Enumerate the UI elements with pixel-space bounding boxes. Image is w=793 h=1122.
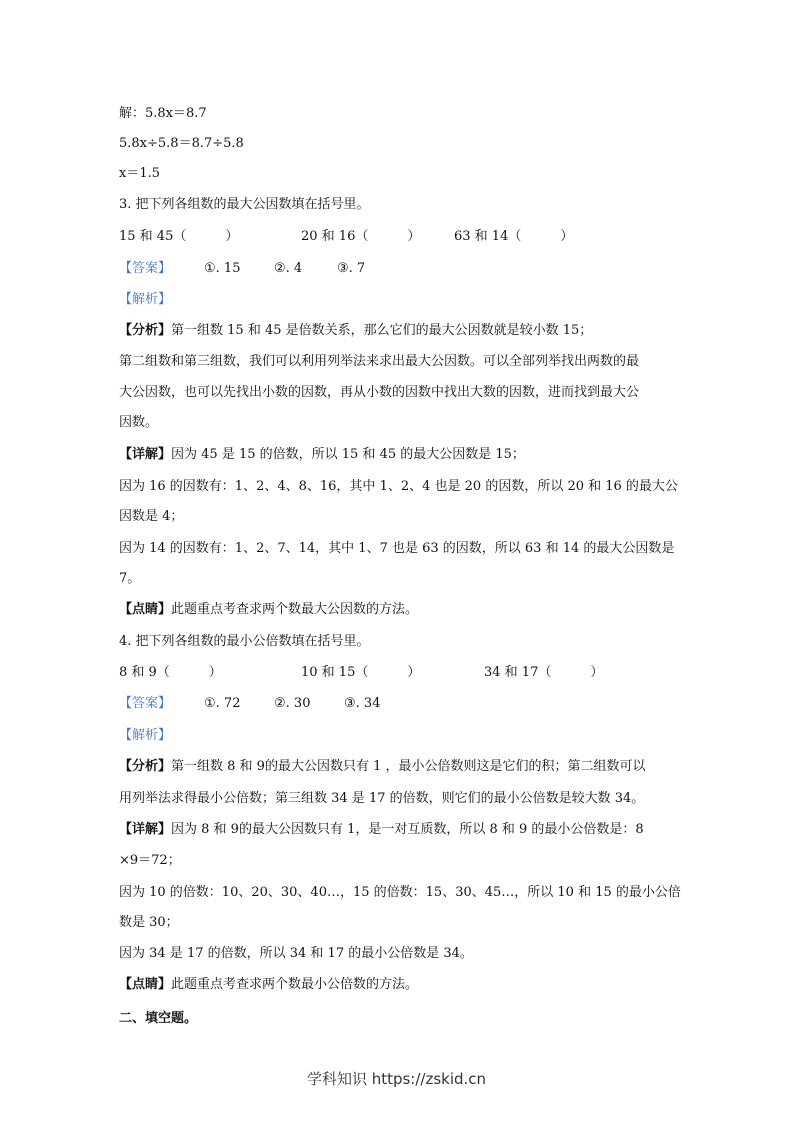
- q4-xiangjie-text-1: 因为 8 和 9的最大公因数只有 1，是一对互质数，所以 8 和 9 的最小公倍数是：8: [171, 822, 644, 837]
- q3-xiangjie-5: 7。: [119, 571, 141, 586]
- q4-item-3: 34 和 17（ ）: [484, 665, 604, 680]
- q3-item-3: 63 和 14（ ）: [454, 229, 574, 244]
- q3-item-1: 15 和 45（ ）: [119, 229, 239, 244]
- q4-xiangjie-2: ×9＝72；: [119, 853, 181, 868]
- q3-fenxi-1: [119, 322, 592, 340]
- q3-analysis-tag: 【解析】: [119, 292, 172, 307]
- q3-title: 3. 把下列各组数的最大公因数填在括号里。: [119, 197, 370, 212]
- q3-fenxi-3: 大公因数，也可以先找出小数的因数，再从小数的因数中找出大数的因数，进而找到最大公: [119, 385, 640, 400]
- q4-item-1: 8 和 9（ ）: [119, 665, 222, 680]
- q3-fenxi-4: 因数。: [119, 415, 159, 430]
- q4-dianjing-tag: 【点睛】: [119, 977, 172, 992]
- q3-item-2: 20 和 16（ ）: [301, 229, 421, 244]
- q3-dianjing: [119, 601, 418, 619]
- q3-fenxi-tag: 【分析】: [119, 323, 172, 338]
- q4-dianjing-text: 此题重点考查求两个数最小公倍数的方法。: [171, 977, 419, 992]
- q4-xiangjie-tag: 【详解】: [119, 822, 172, 837]
- q4-dianjing: [119, 976, 418, 994]
- q3-answer-tag: 【答案】: [119, 261, 172, 276]
- q4-analysis-tag: 【解析】: [119, 728, 172, 743]
- q4-fenxi-1: [119, 758, 646, 776]
- q4-xiangjie-5: 因为 34 是 17 的倍数，所以 34 和 17 的最小公倍数是 34。: [119, 946, 473, 961]
- q4-answer-tag: 【答案】: [119, 696, 172, 711]
- q3-dianjing-tag: 【点睛】: [119, 602, 172, 617]
- q3-xiangjie-4: 因为 14 的因数有：1、2、7、14，其中 1、7 也是 63 的因数，所以 63 和 14 的最大公因数是: [119, 541, 675, 556]
- q4-fenxi-text-1: 第一组数 8 和 9的最大公因数只有 1 ，最小公倍数则这是它们的积；第二组数可以: [171, 759, 646, 774]
- q3-answer-3: ③. 7: [337, 261, 366, 276]
- q3-dianjing-text: 此题重点考查求两个数最大公因数的方法。: [171, 602, 419, 617]
- solution-line-3: x＝1.5: [119, 166, 161, 181]
- q4-xiangjie-4: 数是 30；: [119, 915, 179, 930]
- solution-line-1: 解：5.8x＝8.7: [119, 106, 207, 121]
- q3-xiangjie-1: [119, 446, 525, 464]
- q4-title: 4. 把下列各组数的最小公倍数填在括号里。: [119, 634, 370, 649]
- q3-xiangjie-2: 因为 16 的因数有：1、2、4、8、16，其中 1、2、4 也是 20 的因数，所以 20 和 16 的最大公: [119, 479, 678, 494]
- q3-fenxi-2: 第二组数和第三组数，我们可以利用列举法来求出最大公因数。可以全部列举找出两数的最: [119, 354, 640, 369]
- q4-answer-3: ③. 34: [344, 696, 381, 711]
- q4-xiangjie-3: 因为 10 的倍数：10、20、30、40…，15 的倍数：15、30、45…，所以 10 和 15 的最小公倍: [119, 885, 681, 900]
- q3-xiangjie-tag: 【详解】: [119, 447, 172, 462]
- section-heading: 二、填空题。: [119, 1011, 198, 1026]
- q3-xiangjie-3: 因数是 4；: [119, 509, 184, 524]
- footer-watermark: 学科知识 https://zskid.cn: [306, 1070, 487, 1088]
- solution-line-2: 5.8x÷5.8＝8.7÷5.8: [119, 136, 244, 151]
- q4-answer-1: ①. 72: [204, 696, 241, 711]
- q3-answer-1: ①. 15: [204, 261, 241, 276]
- q4-answer-2: ②. 30: [274, 696, 311, 711]
- q4-fenxi-2: 用列举法求得最小公倍数；第三组数 34 是 17 的倍数，则它们的最小公倍数是较大数 34。: [119, 791, 645, 806]
- q3-fenxi-text-1: 第一组数 15 和 45 是倍数关系，那么它们的最大公因数就是较小数 15；: [171, 323, 593, 338]
- q4-fenxi-tag: 【分析】: [119, 759, 172, 774]
- q3-xiangjie-text-1: 因为 45 是 15 的倍数，所以 15 和 45 的最大公因数是 15；: [171, 447, 525, 462]
- q4-item-2: 10 和 15（ ）: [301, 665, 421, 680]
- q4-xiangjie-1: [119, 821, 644, 839]
- q3-answer-2: ②. 4: [274, 261, 303, 276]
